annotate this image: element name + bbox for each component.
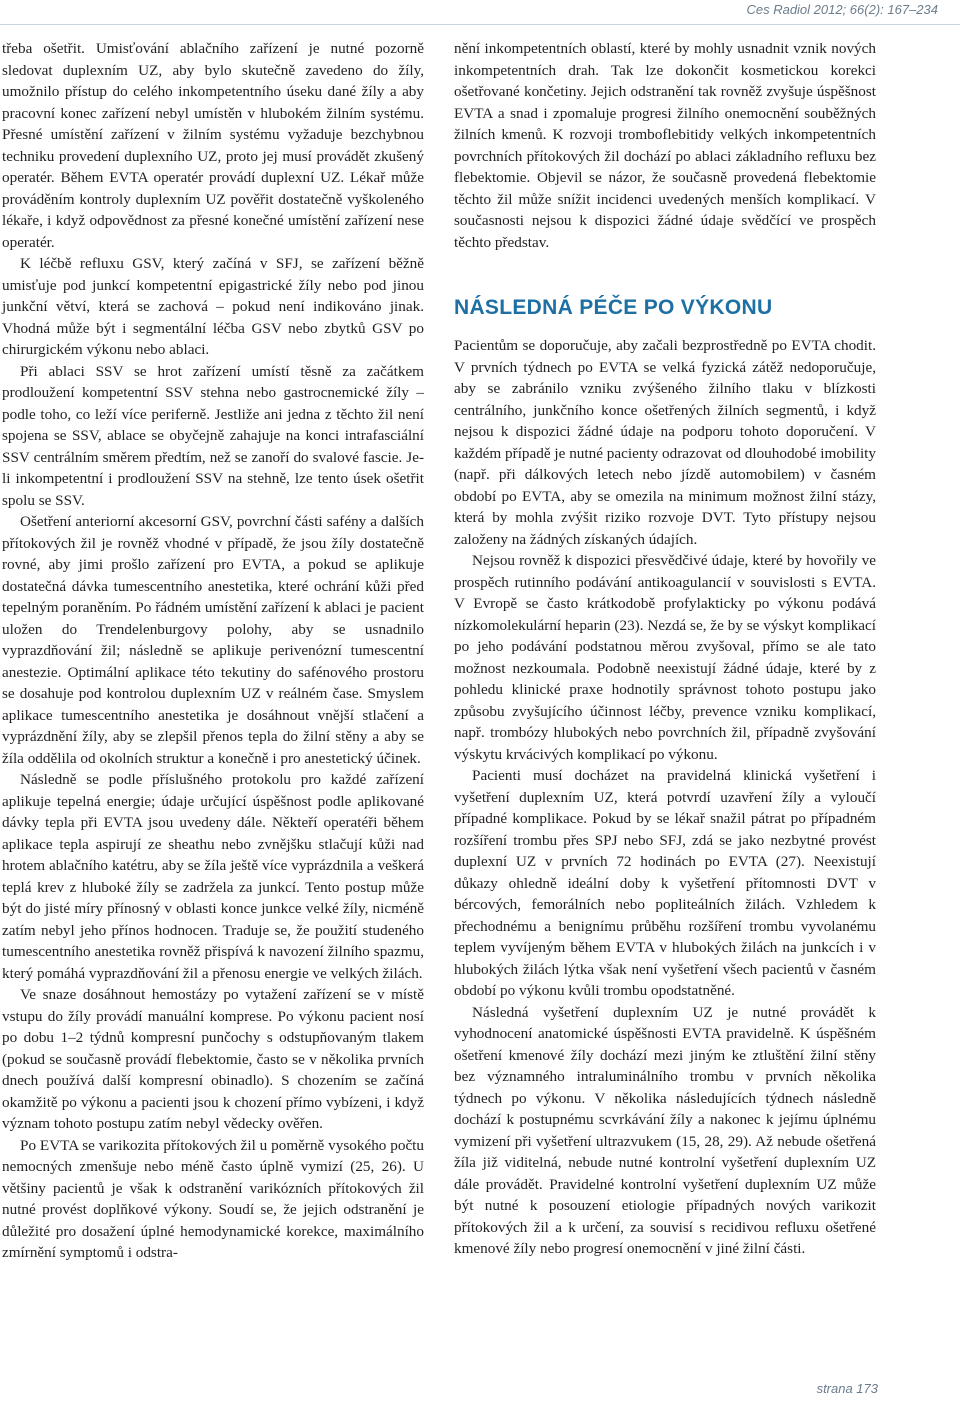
body-paragraph: Pacienti musí docházet na pravidelná klinická vyšetření i vyšetření duplexním UZ, která potvrdí uzavření žíly a vyloučí případné komplikace. Pokud by se lékař snažil pátrat po případném rozšíření trombu přes SPJ nebo SFJ, zdá se jako nezbytné provést duplexní UZ v prvních 72 hodinách po EVTA (27). Neexistují důkazy ohledně ideální doby k vyšetření přítomnosti DVT v bércových, femorálních nebo popliteálních žilách. Vzhledem k přechodnému a benignímu průběhu rozšíření trombu vyvolanému teplem vyvíjeným během EVTA v hlubokých žilách na junkcích i v hlubokých žilách lýtka však není vyšetření všech pacientů v časném období po výkonu kvůli trombu opodstatněné.: [454, 767, 876, 999]
running-header: [0, 0, 960, 25]
body-paragraph: třeba ošetřit. Umisťování ablačního zařízení je nutné pozorně sledovat duplexním UZ, aby bylo skutečně zavedeno do žíly, umožnilo přístup do celého inkompetentního úseku dané žíly a aby pracovní konec zařízení nebyl umístěn v hlubokém žilním systému. Přesné umístění zařízení v žilním systému vyžaduje bezchybnou techniku provedení duplexního UZ, proto jej musí provádět zkušený operatér. Během EVTA operatér provádí duplexní UZ. Lékař může prováděním kontroly duplexním UZ pověřit dostatečně vyškoleného lékaře, i když odpovědnost za přesné konečné umístění zařízení nese operatér.: [2, 40, 424, 251]
body-paragraph: Nejsou rovněž k dispozici přesvědčivé údaje, které by hovořily ve prospěch rutinního podávání antikoagulancií v souvislosti s EVTA. V Evropě se často krátkodobě profylakticky po výkonu podává nízkomolekulární heparin (23). Nezdá se, že by se výskyt komplikací po jeho podávání podstatnou měrou zvyšoval, přímo se ale tato možnost nezkoumala. Podobně neexistují žádné údaje, které by z pohledu klinické praxe hodnotily správnost tohoto postupu jako způsobu zvyšujícího účinnost léčby, prevence vzniku komplikací, např. trombózy hlubokých nebo povrchních žil, případně zvyšování výskytu krvácivých komplikací po výkonu.: [454, 552, 876, 763]
body-paragraph: Při ablaci SSV se hrot zařízení umístí těsně za začátkem prodloužení kompetentní SSV stehna nebo gastrocnemické žíly – podle toho, co leží více periferně. Jestliže ani jedna z těchto žil není spojena se SSV, ablace se obyčejně zahajuje na konci intrafasciální SSV centrálním směrem předtím, než se zanoří do svalové fascie. Je-li inkompetentní i prodloužení SSV na stehně, lze tento úsek ošetřit spolu se SSV.: [2, 362, 424, 509]
body-paragraph: Ve snaze dosáhnout hemostázy po vytažení zařízení se v místě vstupu do žíly provádí manuální komprese. Po výkonu pacient nosí po dobu 1–2 týdnů kompresní punčochy s odstupňovaným tlakem (pokud se současně provádí flebektomie, často se v několika prvních dnech používá další kompresní obinadlo). S chozením se začíná okamžitě po výkonu a pacienti jsou k chození přímo vybízeni, i když význam tohoto postupu zatím nebyl vědecky ověřen.: [2, 986, 424, 1132]
body-paragraph: Následná vyšetření duplexním UZ je nutné provádět k vyhodnocení anatomické úspěšnosti EVTA pravidelně. K úspěšném ošetření kmenové žíly dochází mezi jiným ke ztluštění žilní stěny bez významného intraluminálního trombu v prvních několika týdnech po výkonu. V několika následujících týdnech následně dochází k postupnému scvrkávání žíly a nakonec k jejímu úplnému vymizení při vyšetření ultrazvukem (15, 28, 29). Až nebude ošetřená žíla již viditelná, nebude nutné kontrolní vyšetření duplexním UZ dále provádět. Pravidelné kontrolní vyšetření duplexním UZ může být nutné k posouzení etiologie případných nových varikozit přítokových žil a k určení, za souvisí s recidivou refluxu ošetřené kmenové žíly nebo progresí onemocnění v jiné žilní části.: [454, 1003, 876, 1257]
section-heading: NÁSLEDNÁ PÉČE PO VÝKONU: [454, 296, 773, 319]
body-paragraph: Následně se podle příslušného protokolu pro každé zařízení aplikuje tepelná energie; údaje určující úspěšnost podle aplikované dávky tepla při EVTA jsou uvedeny dále. Někteří operatéři během aplikace tepla aspirují ze sheathu nebo zvnějšku stlačují kůži nad hrotem ablačního katétru, aby se žíla ještě více vyprázdnila a veškerá teplá krev z hluboké žíly se zadržela za junkcí. Tento postup může být do jisté míry přínosný v oblasti konce junkce velké žíly, nicméně zatím nebyl jeho přínos hodnocen. Traduje se, že použití studeného tumescentního anestetika rovněž přispívá k navození žilního spazmu, který pomáhá vyprazdňování žil a přenosu energie ve velkých žilách.: [2, 771, 424, 982]
body-paragraph: K léčbě refluxu GSV, který začíná v SFJ, se zařízení běžně umisťuje pod junkcí kompetentní epigastrické žíly nebo pod jinou junkční větví, která se zachová – pokud není indikováno jinak. Vhodná může být i segmentální léčba GSV nebo zbytků GSV po chirurgickém výkonu nebo ablaci.: [2, 255, 424, 358]
left-column: [2, 38, 424, 1264]
body-paragraph: nění inkompetentních oblastí, které by mohly usnadnit vznik nových inkompetentních drah. Tak lze dokončit kosmetickou korekci ošetřované končetiny. Jejich odstranění tak rovněž zvyšuje úspěšnost EVTA a snad i zpomaluje progresi žilního onemocnění souběžných žilních kmenů. K rozvoji tromboflebitidy velkých inkompetentních povrchních přítokových žil dochází po ablaci základního refluxu bez flebektomie. Objevil se názor, že současně provedená flebektomie těchto žil může snížit incidenci uvedených menších komplikací. V současnosti nejsou k dispozici žádné údaje svědčící ve prospěch těchto představ.: [454, 40, 876, 251]
right-column: [454, 38, 876, 1260]
journal-citation: Ces Radiol 2012; 66(2): 167–234: [746, 2, 938, 17]
body-paragraph: Pacientům se doporučuje, aby začali bezprostředně po EVTA chodit. V prvních týdnech po EVTA se velká fyzická zátěž nedoporučuje, aby se zabránilo vzniku zvýšeného žilního tlaku v blízkosti centrálního, junkčního konce ošetřených žilních segmentů, i když nejsou k dispozici žádné údaje na podporu tohoto doporučení. V každém případě je nutné pacienty odrazovat od dlouhodobé imobility (např. při dálkových letech nebo jízdě automobilem) v časném období po EVTA, aby se omezila na minimum možnost žilní stázy, která by mohla zvýšit riziko rozvoje DVT. Tyto přístupy nejsou založeny na žádných získaných údajích.: [454, 337, 876, 548]
body-paragraph: Po EVTA se varikozita přítokových žil u poměrně vysokého počtu nemocných zmenšuje nebo méně často úplně vymizí (25, 26). U většiny pacientů je však k odstranění varikózních přítokových žil nutné provést doplňkové výkony. Soudí se, že jejich odstranění je důležité pro dosažení úplné hemodynamické korekce, maximálního zmírnění symptomů i odstra-: [2, 1136, 424, 1261]
page-number: strana 173: [816, 1381, 878, 1396]
body-paragraph: Ošetření anteriorní akcesorní GSV, povrchní části safény a dalších přítokových žil je rovněž vhodné v případě, že jsou žíly dostatečně rovné, aby jimi prošlo zařízení pro EVTA, a pokud se aplikuje dostatečná dávka tumescentního anestetika, které ochrání kůži před tepelným poraněním. Po řádném umístění zařízení k ablaci je pacient uložen do Trendelenburgovy polohy, aby se usnadnilo vyprazdňování žil; následně se aplikuje perivenózní tumescentní anestezie. Optimální aplikace této tekutiny do safénového prostoru se dosahuje pod kontrolou duplexním UZ v reálném čase. Smyslem aplikace tumescentního anestetika je dosáhnout vnější stlačení a vyprázdnění žíly, aby se zlepšil přenos tepla do žilní stěny a aby se žíla oddělila od okolních struktur a konečně i pro anestetický účinek.: [2, 513, 424, 767]
